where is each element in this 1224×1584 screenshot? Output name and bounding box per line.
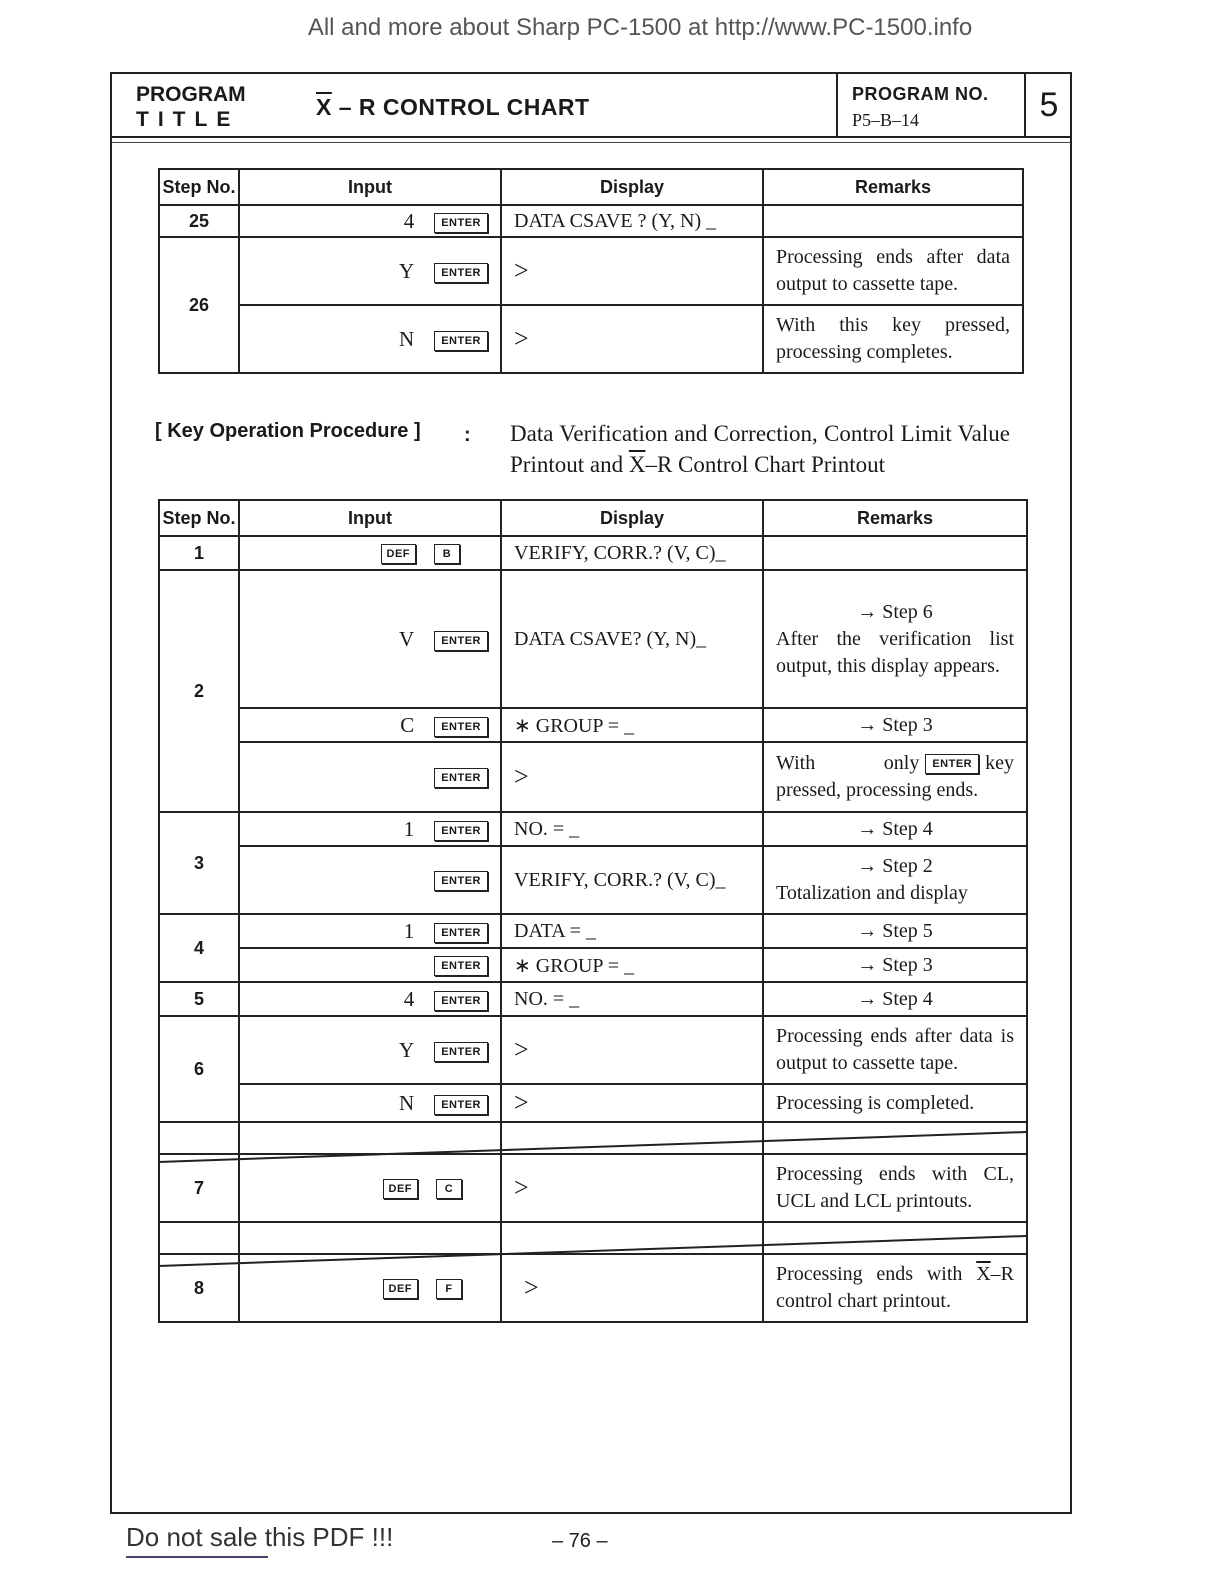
remarks-cell [763, 742, 1027, 812]
table-row [159, 305, 1023, 373]
table-header-row [159, 169, 1023, 205]
table-row [159, 708, 1027, 742]
step-number: 25 [159, 205, 239, 237]
remarks-cell: Processing is completed. [763, 1084, 1027, 1122]
remark-line: → Step 5 [857, 919, 933, 942]
display-cell: ∗ GROUP = _ [501, 708, 763, 742]
display-cell: VERIFY, CORR.? (V, C)_ [501, 536, 763, 570]
procedure-description [510, 418, 1010, 480]
remarks-cell [763, 536, 1027, 570]
remark-line: → Step 4 [857, 987, 933, 1010]
enter-key-icon: ENTER [434, 821, 488, 841]
remarks-cell [763, 708, 1027, 742]
input-char: N [399, 326, 415, 351]
input-cell [239, 1016, 501, 1084]
input-char: 1 [403, 918, 415, 943]
input-char: 4 [403, 986, 415, 1011]
program-number-box [836, 74, 1024, 136]
input-char: Y [399, 258, 415, 283]
col-step: Step No. [159, 169, 239, 205]
c-key-icon: C [436, 1179, 462, 1199]
remark-line: Totalization and display [776, 882, 968, 904]
input-cell [239, 305, 501, 373]
step-number: 3 [159, 812, 239, 914]
remark-line: With only [776, 752, 920, 774]
display-cell: > [501, 1254, 763, 1322]
display-cell: VERIFY, CORR.? (V, C)_ [501, 846, 763, 914]
header-note: All and more about Sharp PC-1500 at http://www.PC-1500.info [307, 14, 973, 41]
display-cell: DATA CSAVE? (Y, N)_ [501, 570, 763, 708]
display-cell: NO. = _ [501, 982, 763, 1016]
input-char: Y [399, 1037, 415, 1062]
table-header-row [159, 500, 1027, 536]
col-display: Display [501, 500, 763, 536]
table-row [159, 846, 1027, 914]
procedure-desc-text: Data Verification and Correction, Control Limit Value Printout and [510, 421, 1010, 477]
b-key-icon: B [434, 544, 460, 564]
remark-line: → Step 6 [857, 600, 933, 623]
remarks-cell [763, 914, 1027, 948]
display-cell: > [501, 1016, 763, 1084]
col-remarks: Remarks [763, 169, 1023, 205]
remarks-cell: Processing ends after data output to cassette tape. [763, 237, 1023, 305]
input-char: N [399, 1090, 415, 1115]
step-number: 1 [159, 536, 239, 570]
program-title-label [136, 82, 246, 132]
procedure-colon: : [464, 424, 471, 446]
input-char: 4 [403, 208, 415, 233]
display-cell: DATA = _ [501, 914, 763, 948]
col-input: Input [239, 500, 501, 536]
col-remarks: Remarks [763, 500, 1027, 536]
input-cell [239, 237, 501, 305]
input-cell [239, 742, 501, 812]
input-char: 1 [403, 816, 415, 841]
step-number: 4 [159, 914, 239, 982]
enter-key-icon: ENTER [434, 956, 488, 976]
display-cell: > [501, 1154, 763, 1222]
table-row [159, 742, 1027, 812]
input-char: C [400, 712, 415, 737]
enter-key-icon: ENTER [434, 1095, 488, 1115]
enter-key-icon: ENTER [925, 754, 979, 774]
remark-line: –R control chart printout. [776, 1263, 1014, 1312]
display-cell: ∗ GROUP = _ [501, 948, 763, 982]
enter-key-icon: ENTER [434, 1042, 488, 1062]
program-title [316, 94, 590, 121]
step-number: 2 [159, 570, 239, 812]
input-cell [239, 570, 501, 708]
footer-underline [126, 1556, 268, 1558]
col-step: Step No. [159, 500, 239, 536]
col-display: Display [501, 169, 763, 205]
input-cell [239, 982, 501, 1016]
remarks-cell [763, 982, 1027, 1016]
input-cell [239, 1084, 501, 1122]
program-title-text: – R CONTROL CHART [331, 94, 590, 120]
step-number: 6 [159, 1016, 239, 1122]
table-row [159, 812, 1027, 846]
omission-slash [158, 1230, 1028, 1274]
omission-slash-line [158, 1236, 1026, 1266]
display-cell: > [501, 237, 763, 305]
title-label: TITLE [136, 108, 240, 131]
input-cell [239, 205, 501, 237]
x-bar-symbol: $\overline{X}$ [628, 452, 646, 477]
remarks-cell [763, 948, 1027, 982]
remark-line: → Step 4 [857, 817, 933, 840]
enter-key-icon: ENTER [434, 213, 488, 233]
table-row [159, 570, 1027, 708]
x-bar-symbol: $\overline{X}$ [316, 94, 332, 120]
enter-key-icon: ENTER [434, 991, 488, 1011]
enter-key-icon: ENTER [434, 331, 488, 351]
display-cell: > [501, 305, 763, 373]
procedure-desc-text-2: –R Control Chart Printout [645, 452, 886, 477]
program-number-label: PROGRAM NO. [852, 84, 989, 104]
display-cell: > [501, 1084, 763, 1122]
remarks-cell: Processing ends after data is output to cassette tape. [763, 1016, 1027, 1084]
remarks-cell: With this key pressed, processing completes. [763, 305, 1023, 373]
remark-line: Processing ends with [776, 1263, 977, 1285]
step-number: 8 [159, 1254, 239, 1322]
table-row [159, 982, 1027, 1016]
col-input: Input [239, 169, 501, 205]
display-cell: NO. = _ [501, 812, 763, 846]
remark-line: → Step 2 [857, 855, 933, 877]
display-cell: DATA CSAVE ? (Y, N) _ [501, 205, 763, 237]
input-cell [239, 536, 501, 570]
table-row [159, 948, 1027, 982]
footer-note: Do not sale this PDF !!! [126, 1522, 394, 1552]
enter-key-icon: ENTER [434, 923, 488, 943]
def-key-icon: DEF [381, 544, 417, 564]
input-char: V [399, 626, 415, 651]
remark-line: → Step 3 [857, 713, 933, 736]
input-cell [239, 708, 501, 742]
omission-slash-line [158, 1132, 1026, 1162]
remark-line: After the verification list output, this display appears. [776, 627, 1014, 677]
procedure-label: [ Key Operation Procedure ] [155, 420, 421, 442]
display-cell: > [501, 742, 763, 812]
omission-slash [158, 1126, 1028, 1170]
remarks-cell [763, 812, 1027, 846]
enter-key-icon: ENTER [434, 631, 488, 651]
steps-table-2 [158, 499, 1028, 1323]
table-row [159, 914, 1027, 948]
page-badge: 5 [1024, 74, 1072, 136]
step-number: 5 [159, 982, 239, 1016]
program-label: PROGRAM [136, 83, 246, 106]
table-row [159, 1016, 1027, 1084]
remarks-cell [763, 205, 1023, 237]
table-row [159, 1084, 1027, 1122]
table-row [159, 237, 1023, 305]
remark-line: → Step 3 [857, 953, 933, 976]
enter-key-icon: ENTER [434, 768, 488, 788]
program-title-row [112, 74, 1070, 138]
x-bar-symbol: $\overline{X}$ [976, 1263, 991, 1285]
input-cell [239, 948, 501, 982]
input-cell [239, 846, 501, 914]
remarks-cell [763, 570, 1027, 708]
table-row [159, 205, 1023, 237]
enter-key-icon: ENTER [434, 717, 488, 737]
remark-line: key pressed, processing ends. [776, 752, 1014, 801]
step-number: 7 [159, 1154, 239, 1222]
remarks-cell: Processing ends with CL, UCL and LCL printouts. [763, 1154, 1027, 1222]
def-key-icon: DEF [383, 1179, 419, 1199]
page-number: – 76 – [552, 1530, 608, 1552]
remarks-cell [763, 846, 1027, 914]
def-key-icon: DEF [383, 1279, 419, 1299]
step-number: 26 [159, 237, 239, 373]
f-key-icon: F [436, 1279, 462, 1299]
program-number: P5–B–14 [852, 110, 920, 130]
enter-key-icon: ENTER [434, 871, 488, 891]
input-cell [239, 914, 501, 948]
enter-key-icon: ENTER [434, 263, 488, 283]
steps-table-1 [158, 168, 1024, 374]
table-row [159, 536, 1027, 570]
input-cell [239, 812, 501, 846]
